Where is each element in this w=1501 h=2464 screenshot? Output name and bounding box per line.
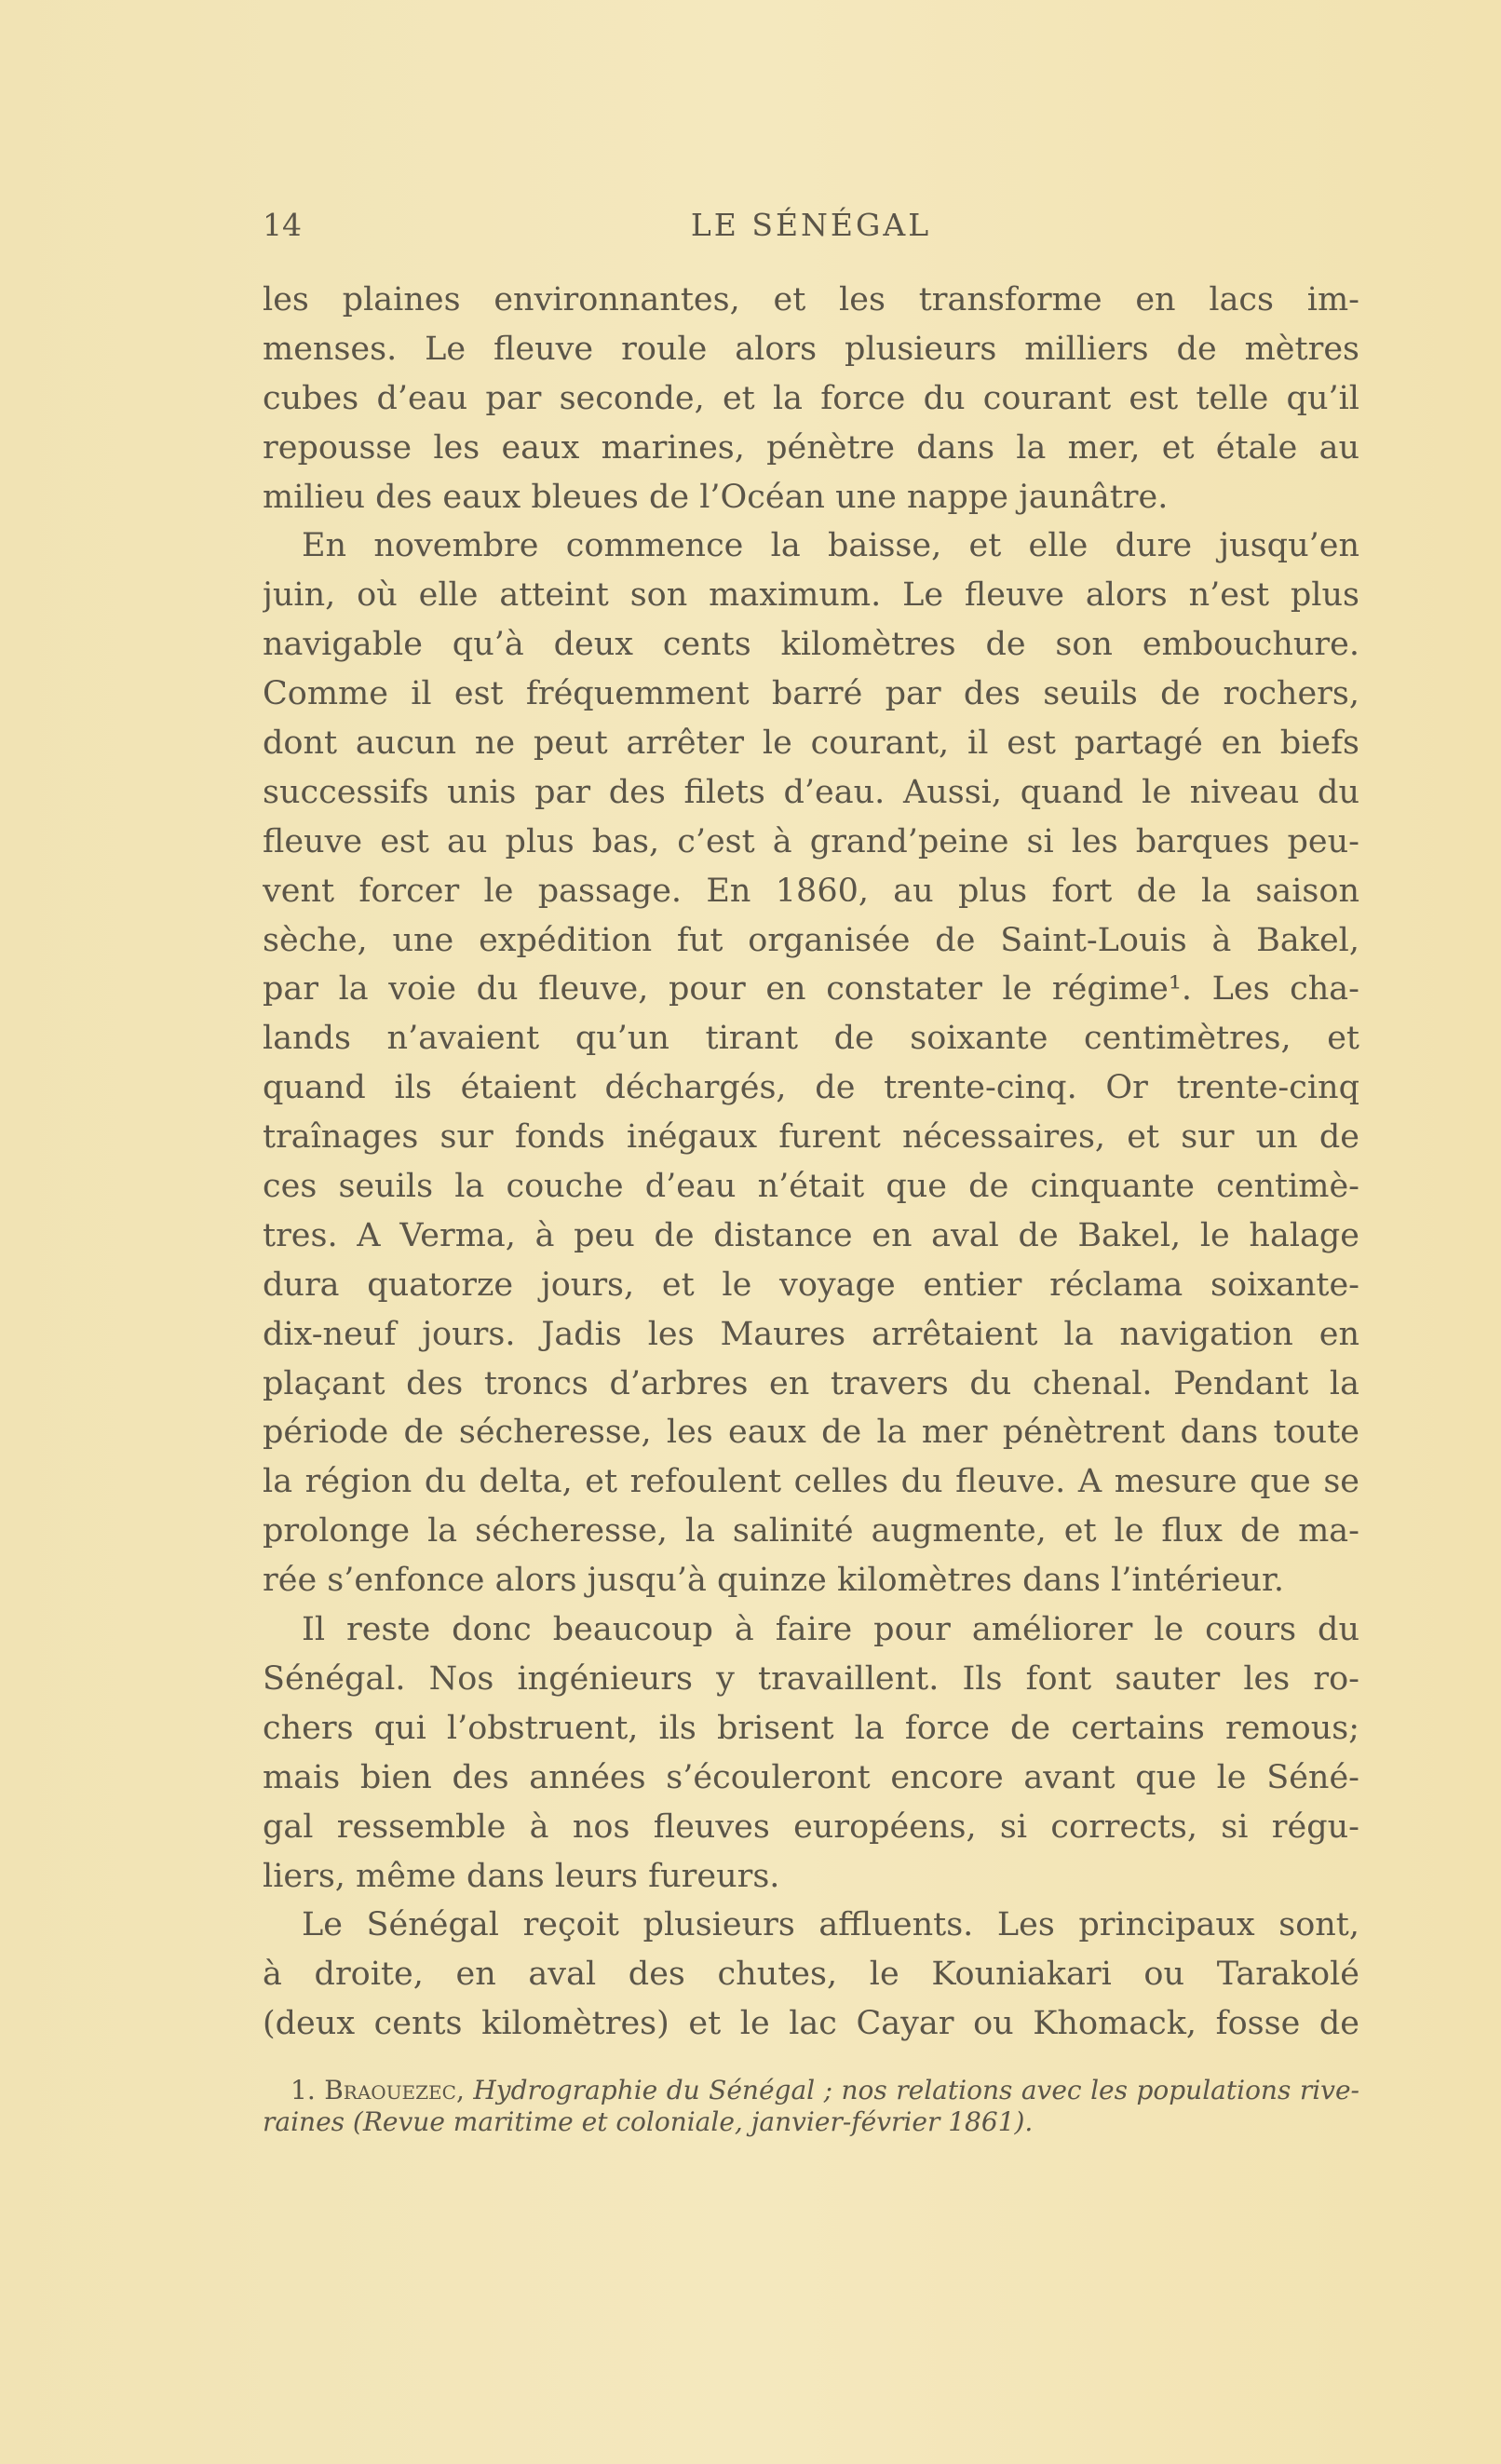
footnote: [263, 2075, 1359, 2138]
text-line: menses. Le fleuve roule alors plusieurs milliers de mètres: [263, 330, 1359, 368]
text-line: les plaines environnantes, et les transforme en lacs im-: [263, 281, 1359, 318]
footnote-number: 1.: [291, 2075, 316, 2105]
text-line: milieu des eaux bleues de l’Océan une nappe jaunâtre.: [263, 478, 1169, 516]
text-line: vent forcer le passage. En 1860, au plus fort de la saison: [263, 872, 1359, 910]
text-line: traînages sur fonds inégaux furent nécessaires, et sur un de: [263, 1118, 1359, 1157]
text-line: Comme il est fréquemment barré par des seuils de rochers,: [263, 675, 1359, 713]
running-header: [263, 207, 1359, 253]
text-line: ces seuils la couche d’eau n’était que de cinquante centimè-: [263, 1168, 1359, 1206]
text-line: quand ils étaient déchargés, de trente-cinq. Or trente-cinq: [263, 1069, 1359, 1107]
text-line: Il reste donc beaucoup à faire pour améliorer le cours du: [302, 1611, 1359, 1649]
footnote-text-1: Hydrographie du Sénégal ; nos relations avec les populations rive-: [473, 2075, 1360, 2105]
text-line: dix-neuf jours. Jadis les Maures arrêtaient la navigation en: [263, 1315, 1359, 1353]
text-line: à droite, en aval des chutes, le Kouniakari ou Tarakolé: [263, 1956, 1359, 1994]
footnote-line: [263, 2075, 1359, 2106]
text-line: dont aucun ne peut arrêter le courant, il est partagé en biefs: [263, 724, 1359, 763]
footnote-text-2: raines (Revue maritime et coloniale, janvier-février 1861).: [263, 2106, 1034, 2137]
body-text: [263, 276, 1359, 2049]
text-line: liers, même dans leurs fureurs.: [263, 1857, 780, 1895]
text-line: gal ressemble à nos fleuves européens, si corrects, si régu-: [263, 1807, 1359, 1846]
text-line: période de sécheresse, les eaux de la mer pénètrent dans toute: [263, 1414, 1359, 1452]
text-line: tres. A Verma, à peu de distance en aval de Bakel, le halage: [263, 1216, 1359, 1254]
footnote-author: Braouezec,: [324, 2075, 465, 2105]
text-line: repousse les eaux marines, pénètre dans la mer, et étale au: [263, 428, 1359, 467]
text-line: mais bien des années s’écouleront encore avant que le Séné-: [263, 1758, 1359, 1796]
text-line: juin, où elle atteint son maximum. Le fleuve alors n’est plus: [263, 576, 1359, 615]
text-line: successifs unis par des filets d’eau. Aussi, quand le niveau du: [263, 773, 1359, 811]
text-line: la région du delta, et refoulent celles du fleuve. A mesure que se: [263, 1463, 1359, 1501]
text-line: prolonge la sécheresse, la salinité augmente, et le flux de ma-: [263, 1512, 1359, 1550]
text-line: Le Sénégal reçoit plusieurs affluents. Les principaux sont,: [302, 1906, 1359, 1944]
text-line: (deux cents kilomètres) et le lac Cayar ou Khomack, fosse de: [263, 2005, 1359, 2043]
text-line: plaçant des troncs d’arbres en travers du chenal. Pendant la: [263, 1364, 1359, 1402]
text-line: Sénégal. Nos ingénieurs y travaillent. Ils font sauter les ro-: [263, 1659, 1359, 1698]
text-line: par la voie du fleuve, pour en constater le régime¹. Les cha-: [263, 970, 1359, 1009]
text-line: chers qui l’obstruent, ils brisent la force de certains remous;: [263, 1709, 1359, 1747]
text-line: navigable qu’à deux cents kilomètres de son embouchure.: [263, 626, 1359, 664]
text-line: cubes d’eau par seconde, et la force du courant est telle qu’il: [263, 379, 1359, 417]
text-line: lands n’avaient qu’un tirant de soixante centimètres, et: [263, 1020, 1359, 1058]
text-line: En novembre commence la baisse, et elle dure jusqu’en: [302, 527, 1359, 565]
page-number: 14: [263, 207, 302, 243]
text-line: dura quatorze jours, et le voyage entier réclama soixante-: [263, 1266, 1359, 1304]
running-title: LE SÉNÉGAL: [690, 207, 932, 243]
text-line: fleuve est au plus bas, c’est à grand’peine si les barques peu-: [263, 822, 1359, 860]
text-line: sèche, une expédition fut organisée de Saint-Louis à Bakel,: [263, 921, 1359, 959]
text-line: rée s’enfonce alors jusqu’à quinze kilomètres dans l’intérieur.: [263, 1562, 1285, 1600]
